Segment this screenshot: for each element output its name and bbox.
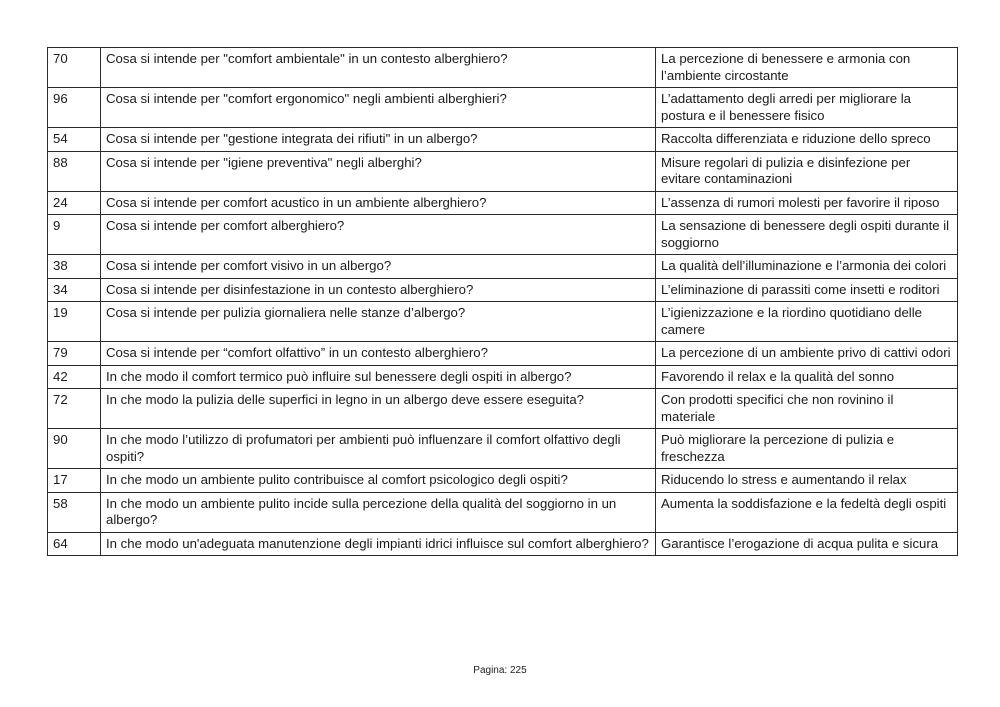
qa-table-body	[48, 48, 958, 556]
row-number: 19	[48, 302, 101, 342]
question-cell: In che modo un'adeguata manutenzione degli impianti idrici influisce sul comfort alberghiero?	[101, 532, 656, 556]
table-row	[48, 342, 958, 366]
question-cell: In che modo la pulizia delle superfici in legno in un albergo deve essere eseguita?	[101, 389, 656, 429]
answer-cell: Garantisce l’erogazione di acqua pulita e sicura	[656, 532, 958, 556]
table-row	[48, 128, 958, 152]
qa-table	[47, 47, 958, 556]
question-cell: In che modo un ambiente pulito contribuisce al comfort psicologico degli ospiti?	[101, 469, 656, 493]
page-number: Pagina: 225	[473, 665, 527, 676]
question-cell: Cosa si intende per comfort acustico in un ambiente alberghiero?	[101, 191, 656, 215]
row-number: 88	[48, 151, 101, 191]
question-cell: Cosa si intende per comfort alberghiero?	[101, 215, 656, 255]
row-number: 24	[48, 191, 101, 215]
row-number: 9	[48, 215, 101, 255]
answer-cell: Può migliorare la percezione di pulizia e freschezza	[656, 429, 958, 469]
question-cell: Cosa si intende per "comfort ergonomico" negli ambienti alberghieri?	[101, 88, 656, 128]
answer-cell: La sensazione di benessere degli ospiti durante il soggiorno	[656, 215, 958, 255]
answer-cell: Con prodotti specifici che non rovinino il materiale	[656, 389, 958, 429]
table-row	[48, 255, 958, 279]
table-row	[48, 302, 958, 342]
question-cell: In che modo un ambiente pulito incide sulla percezione della qualità del soggiorno in un albergo?	[101, 492, 656, 532]
table-row	[48, 191, 958, 215]
row-number: 58	[48, 492, 101, 532]
table-row	[48, 365, 958, 389]
answer-cell: L’igienizzazione e la riordino quotidiano delle camere	[656, 302, 958, 342]
table-row	[48, 215, 958, 255]
table-row	[48, 389, 958, 429]
question-cell: Cosa si intende per "comfort ambientale" in un contesto alberghiero?	[101, 48, 656, 88]
question-cell: Cosa si intende per “comfort olfattivo” in un contesto alberghiero?	[101, 342, 656, 366]
answer-cell: L’assenza di rumori molesti per favorire il riposo	[656, 191, 958, 215]
table-row	[48, 429, 958, 469]
answer-cell: La percezione di benessere e armonia con l’ambiente circostante	[656, 48, 958, 88]
row-number: 38	[48, 255, 101, 279]
question-cell: In che modo il comfort termico può influire sul benessere degli ospiti in albergo?	[101, 365, 656, 389]
answer-cell: La percezione di un ambiente privo di cattivi odori	[656, 342, 958, 366]
row-number: 34	[48, 278, 101, 302]
answer-cell: Riducendo lo stress e aumentando il relax	[656, 469, 958, 493]
row-number: 90	[48, 429, 101, 469]
answer-cell: Favorendo il relax e la qualità del sonno	[656, 365, 958, 389]
row-number: 42	[48, 365, 101, 389]
table-row	[48, 88, 958, 128]
question-cell: Cosa si intende per disinfestazione in un contesto alberghiero?	[101, 278, 656, 302]
table-row	[48, 532, 958, 556]
row-number: 54	[48, 128, 101, 152]
question-cell: Cosa si intende per "igiene preventiva" negli alberghi?	[101, 151, 656, 191]
row-number: 79	[48, 342, 101, 366]
answer-cell: La qualità dell’illuminazione e l’armonia dei colori	[656, 255, 958, 279]
table-row	[48, 492, 958, 532]
row-number: 72	[48, 389, 101, 429]
answer-cell: L’eliminazione di parassiti come insetti e roditori	[656, 278, 958, 302]
table-row	[48, 48, 958, 88]
table-row	[48, 469, 958, 493]
table-row	[48, 151, 958, 191]
question-cell: Cosa si intende per pulizia giornaliera nelle stanze d’albergo?	[101, 302, 656, 342]
question-cell: In che modo l’utilizzo di profumatori per ambienti può influenzare il comfort olfattivo degli ospiti?	[101, 429, 656, 469]
answer-cell: Misure regolari di pulizia e disinfezione per evitare contaminazioni	[656, 151, 958, 191]
question-cell: Cosa si intende per comfort visivo in un albergo?	[101, 255, 656, 279]
answer-cell: Raccolta differenziata e riduzione dello spreco	[656, 128, 958, 152]
table-row	[48, 278, 958, 302]
row-number: 70	[48, 48, 101, 88]
row-number: 17	[48, 469, 101, 493]
row-number: 64	[48, 532, 101, 556]
answer-cell: L’adattamento degli arredi per migliorare la postura e il benessere fisico	[656, 88, 958, 128]
question-cell: Cosa si intende per "gestione integrata dei rifiuti" in un albergo?	[101, 128, 656, 152]
answer-cell: Aumenta la soddisfazione e la fedeltà degli ospiti	[656, 492, 958, 532]
row-number: 96	[48, 88, 101, 128]
